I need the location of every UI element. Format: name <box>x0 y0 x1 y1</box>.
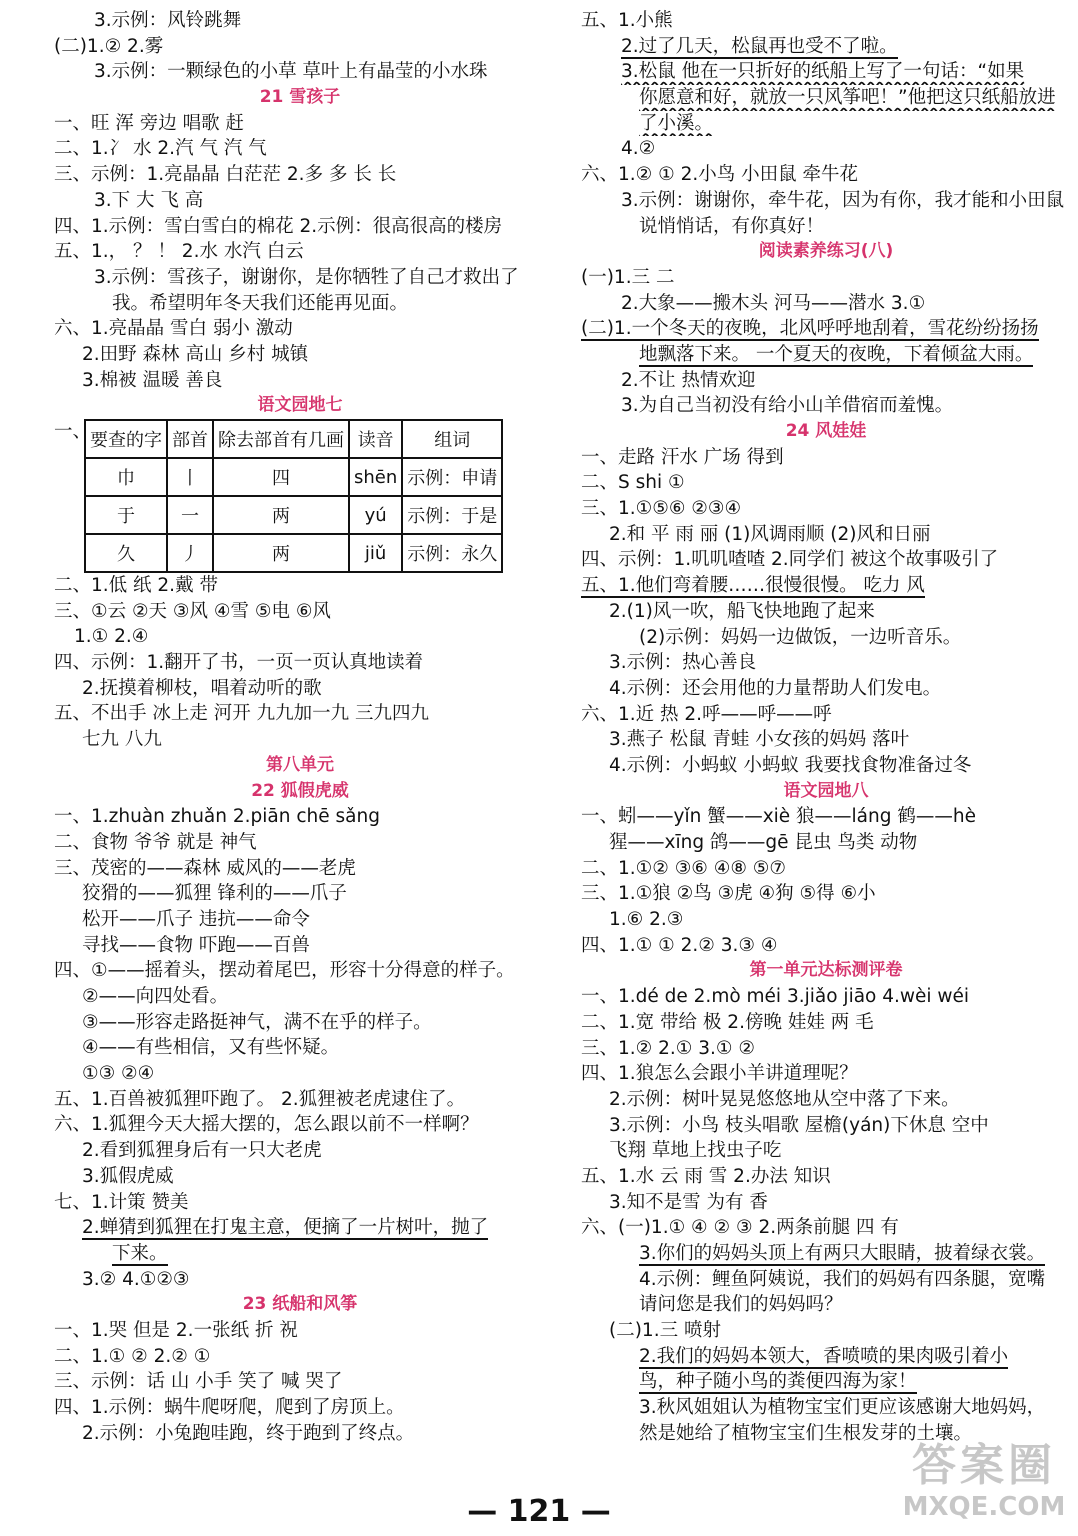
answer-line <box>581 1061 1071 1087</box>
answer-line <box>581 85 1071 111</box>
answer-text: 3.秋风姐姐认为植物宝宝们更应该感谢大地妈妈， <box>639 1397 1046 1419</box>
answer-text: 四、示例：1.叽叽喳喳 2.同学们 被这个故事吸引了 <box>581 549 999 571</box>
answer-line <box>54 650 546 676</box>
answer-text: 3.② 4.①②③ <box>82 1268 190 1290</box>
answer-text: 3.示例：一颗绿色的小草 草叶上有晶莹的小水珠 <box>94 61 488 83</box>
answer-text: 六、1.近 热 2.呼——呼——呼 <box>581 703 832 725</box>
table-cell: 一 <box>167 496 213 534</box>
answer-text: (2)示例：妈妈一边做饭，一边听音乐。 <box>639 626 962 648</box>
answer-line <box>581 547 1071 573</box>
section-heading <box>581 958 1071 984</box>
answer-line <box>581 881 1071 907</box>
answer-line <box>581 1164 1071 1190</box>
answer-text: 3.燕子 松鼠 青蛙 小女孩的妈妈 落叶 <box>609 729 910 751</box>
answer-line <box>54 984 546 1010</box>
answer-line <box>54 907 546 933</box>
answer-text: 四、①——摇着头，摆动着尾巴，形容十分得意的样子。 <box>54 960 515 982</box>
answer-line <box>581 111 1071 137</box>
answer-text: 二、1.低 纸 2.戴 带 <box>54 575 218 596</box>
answer-line <box>581 1395 1071 1421</box>
answer-text: 一、1.zhuàn zhuǎn 2.piān chē sǎng <box>54 806 380 828</box>
answer-text: 五、1.小熊 <box>581 10 673 31</box>
answer-line <box>581 470 1071 496</box>
section-heading <box>581 419 1071 445</box>
table-cell: 巾 <box>85 458 167 496</box>
answer-line <box>54 881 546 907</box>
answer-text: 2.示例：树叶晃晃悠悠地从空中落了下来。 <box>609 1088 960 1110</box>
answer-text: 请问您是我们的妈妈吗？ <box>639 1294 843 1316</box>
watermark-url: MXQE.COM <box>902 1492 1066 1522</box>
answer-text: 3.示例：风铃跳舞 <box>94 10 242 31</box>
answer-line <box>54 701 546 727</box>
answer-text: 三、示例：1.亮晶晶 白茫茫 2.多 多 长 长 <box>54 164 397 186</box>
answer-text: 一、1.dé de 2.mò méi 3.jiǎo jiāo 4.wèi wéi <box>581 986 970 1008</box>
answer-line <box>581 8 1071 34</box>
watermark-logo <box>896 1440 1072 1530</box>
answer-text: 松开——爪子 违抗——命令 <box>82 908 310 930</box>
answer-line <box>581 291 1071 317</box>
answer-line <box>54 162 546 188</box>
answer-text: 六、(一)1.① ④ ② ③ 2.两条前腿 四 有 <box>581 1217 899 1239</box>
answer-text: 下来。 <box>112 1242 168 1264</box>
answer-line <box>581 753 1071 779</box>
table-header-row <box>85 420 502 458</box>
char-lookup-table <box>84 419 503 573</box>
answer-line <box>581 188 1071 214</box>
answer-text: 鸟，种子随小鸟的粪便四海为家！ <box>639 1371 917 1393</box>
answer-line <box>54 573 546 599</box>
answer-line <box>581 445 1071 471</box>
right-column <box>581 8 1071 1447</box>
answer-text: 3.为自己当初没有给小山羊借宿而羞愧。 <box>621 395 954 417</box>
answer-text: 二、食物 爷爷 就是 神气 <box>54 831 257 853</box>
answer-text: 地飘落下来。 一个夏天的夜晚，下着倾盆大雨。 <box>639 343 1034 365</box>
answer-line <box>54 136 546 162</box>
watermark-text: 答案圈 <box>912 1440 1056 1491</box>
answer-line <box>54 1344 546 1370</box>
answer-text: 3.示例：热心善良 <box>609 652 757 674</box>
answer-line <box>581 933 1071 959</box>
answer-line <box>54 188 546 214</box>
answer-line <box>581 573 1071 599</box>
answer-line <box>54 1215 546 1241</box>
answer-line <box>581 1267 1071 1293</box>
answer-text: ②——向四处看。 <box>82 986 229 1007</box>
answer-text: 五、1.水 云 雨 雪 2.办法 知识 <box>581 1165 831 1187</box>
table-row <box>85 534 502 572</box>
section-heading <box>581 239 1071 265</box>
answer-line <box>581 136 1071 162</box>
table-cell: yú <box>349 496 402 534</box>
answer-line <box>581 342 1071 368</box>
answer-line <box>54 1241 546 1267</box>
answer-line <box>581 316 1071 342</box>
answer-text: 说悄悄话，有你真好！ <box>639 215 825 237</box>
table-row <box>85 458 502 496</box>
answer-line <box>54 1010 546 1036</box>
answer-text: (二)1.一个冬天的夜晚，北风呼呼地刮着，雪花纷纷扬扬 <box>581 318 1039 340</box>
answer-line <box>581 856 1071 882</box>
answer-line <box>54 1395 546 1421</box>
answer-text: (二)1.三 喷射 <box>609 1320 721 1342</box>
answer-text: 2.和 平 雨 丽 (1)风调雨顺 (2)风和日丽 <box>609 523 931 545</box>
answer-line <box>54 727 546 753</box>
answer-line <box>54 1318 546 1344</box>
answer-line <box>54 1112 546 1138</box>
answer-line <box>581 522 1071 548</box>
answer-text: 2.不让 热情欢迎 <box>621 369 756 391</box>
table-cell: 示例：申请 <box>402 458 502 496</box>
answer-text: 三、茂密的——森林 威风的——老虎 <box>54 857 356 879</box>
answer-line <box>54 1087 546 1113</box>
answer-text: 2.我们的妈妈本领大，香喷喷的果肉吸引着小 <box>639 1345 1009 1367</box>
answer-text: 语文园地七 <box>257 395 343 416</box>
table-header-cell: 读音 <box>349 420 402 458</box>
answer-line <box>54 239 546 265</box>
answer-text: 一、蚓——yǐn 蟹——xiè 狼——láng 鹤——hè <box>581 806 976 828</box>
answer-line <box>581 650 1071 676</box>
answer-text: 3.示例：谢谢你，牵牛花，因为有你，我才能和小田鼠 <box>621 189 1065 211</box>
answer-text: ④——有些相信，又有些怀疑。 <box>82 1037 340 1059</box>
answer-text: 五、1.他们弯着腰……很慢很慢。 吃力 风 <box>581 575 925 597</box>
answer-text: 4.示例：还会用他的力量帮助人们发电。 <box>609 677 942 699</box>
answer-line <box>581 393 1071 419</box>
answer-line <box>54 214 546 240</box>
table-header-cell: 要查的字 <box>85 420 167 458</box>
answer-text: 2.大象——搬木头 河马——潜水 3.① <box>621 292 926 314</box>
answer-text: 七九 八九 <box>82 729 162 751</box>
answer-text: 第八单元 <box>266 754 334 775</box>
answer-text: 我。希望明年冬天我们还能再见面。 <box>112 292 409 314</box>
answer-text: 五、1.百兽被狐狸吓跑了。 2.狐狸被老虎逮住了。 <box>54 1088 466 1110</box>
answer-text: 2.(1)风一吹，船飞快地跑了起来 <box>609 600 875 622</box>
table-header-cell: 部首 <box>167 420 213 458</box>
answer-line <box>54 1138 546 1164</box>
answer-line <box>54 804 546 830</box>
answer-line <box>54 1267 546 1293</box>
answer-line <box>581 676 1071 702</box>
answer-text: 一、走路 汗水 广场 得到 <box>581 446 784 468</box>
answer-line <box>54 676 546 702</box>
answer-line <box>54 111 546 137</box>
answer-text: 三、示例：话 山 小手 笑了 喊 哭了 <box>54 1371 343 1393</box>
answer-line <box>581 1138 1071 1164</box>
answer-text: 一、旺 浑 旁边 唱歌 赶 <box>54 112 245 134</box>
answer-text: 五、不出手 冰上走 河开 九九加一九 三九四九 <box>54 703 430 725</box>
answer-line <box>581 1292 1071 1318</box>
answer-text: 四、1.示例：蜗牛爬呀爬，爬到了房顶上。 <box>54 1397 405 1418</box>
answer-text: 2.田野 森林 高山 乡村 城镇 <box>82 343 309 365</box>
answer-line <box>581 1087 1071 1113</box>
answer-text: 23 纸船和风筝 <box>242 1294 358 1315</box>
char-lookup-table-block <box>54 419 546 573</box>
answer-line <box>54 1369 546 1395</box>
table-cell: 于 <box>85 496 167 534</box>
answer-line <box>581 625 1071 651</box>
answer-text: 1.⑥ 2.③ <box>609 909 684 931</box>
answer-text: 二、S shi ① <box>581 472 685 494</box>
answer-line <box>54 265 546 291</box>
answer-line <box>54 1190 546 1216</box>
answer-text: 3.松鼠 他在一只折好的纸船上写了一句话：“如果 <box>621 61 1025 83</box>
answer-line <box>581 59 1071 85</box>
answer-text: 了小溪。 <box>639 112 714 134</box>
answer-line <box>54 8 546 34</box>
answer-text: 一、1.哭 但是 2.一张纸 折 祝 <box>54 1319 298 1341</box>
answer-line <box>581 1113 1071 1139</box>
answer-line <box>581 1010 1071 1036</box>
section-heading <box>581 779 1071 805</box>
left-column <box>54 8 546 1446</box>
answer-text: ①③ ②④ <box>82 1063 155 1085</box>
answer-line <box>581 984 1071 1010</box>
answer-text: 然是她给了植物宝宝们生根发芽的土壤。 <box>639 1422 973 1444</box>
table-cell: 久 <box>85 534 167 572</box>
answer-text: 3.狐假虎威 <box>82 1165 174 1187</box>
answer-line <box>581 804 1071 830</box>
answer-text: 七、1.计策 赞美 <box>54 1191 189 1213</box>
answer-line <box>54 59 546 85</box>
answer-text: 2.蝉猜到狐狸在打鬼主意，便摘了一片树叶，抛了 <box>82 1217 489 1239</box>
answer-text: 寻找——食物 吓跑——百兽 <box>82 934 310 956</box>
answer-text: 第一单元达标测评卷 <box>749 960 903 981</box>
answer-text: 狡猾的——狐狸 锋利的——爪子 <box>82 883 347 905</box>
answer-line <box>54 1421 546 1447</box>
table-cell: shēn <box>349 458 402 496</box>
answer-text: 22 狐假虎威 <box>251 780 349 801</box>
answer-text: 四、1.① ① 2.② 3.③ ④ <box>581 934 778 956</box>
answer-text: 三、1.② 2.① 3.① ② <box>581 1037 755 1059</box>
answer-text: 三、1.①⑤⑥ ②③④ <box>581 498 742 520</box>
answer-text: 飞翔 草地上找虫子吃 <box>609 1140 782 1162</box>
section-heading <box>54 753 546 779</box>
answer-line <box>54 599 546 625</box>
answer-line <box>581 162 1071 188</box>
answer-line <box>54 856 546 882</box>
answer-text: 三、①云 ②天 ③风 ④雪 ⑤电 ⑥风 <box>54 600 331 622</box>
answer-text: 3.你们的妈妈头顶上有两只大眼睛，披着绿衣裳。 <box>639 1243 1046 1264</box>
answer-text: 3.示例：雪孩子，谢谢你，是你牺牲了自己才救出了 <box>94 266 519 288</box>
answer-line <box>581 907 1071 933</box>
answer-line <box>581 368 1071 394</box>
answer-line <box>54 624 546 650</box>
answer-text: 4.② <box>621 138 656 160</box>
answer-text: 1.① 2.④ <box>74 626 149 648</box>
answer-line <box>581 265 1071 291</box>
answer-line <box>54 368 546 394</box>
section-heading <box>54 779 546 805</box>
answer-line <box>54 1164 546 1190</box>
answer-text: 三、1.①狼 ②鸟 ③虎 ④狗 ⑤得 ⑥小 <box>581 883 876 905</box>
answer-text: 二、1.①② ③⑥ ④⑧ ⑤⑦ <box>581 857 786 879</box>
answer-text: 2.示例：小兔跑哇跑，终于跑到了终点。 <box>82 1422 415 1444</box>
answer-text: 二、1.① ② 2.② ① <box>54 1345 211 1367</box>
answer-line <box>54 1035 546 1061</box>
answer-text: 六、1.② ① 2.小鸟 小田鼠 牵牛花 <box>581 164 858 186</box>
table-header-cell: 除去部首有几画 <box>213 420 349 458</box>
answer-line <box>581 702 1071 728</box>
answer-line <box>581 1241 1071 1267</box>
table-cell: 示例：永久 <box>402 534 502 572</box>
answer-text: 二、1.冫 水 2.汽 气 汽 气 <box>54 138 267 160</box>
answer-line <box>581 34 1071 60</box>
table-cell: jiǔ <box>349 534 402 572</box>
answer-text: 四、示例：1.翻开了书，一页一页认真地读着 <box>54 652 424 674</box>
table-header-cell: 组词 <box>402 420 502 458</box>
answer-text: 六、1.狐狸今天大摇大摆的，怎么跟以前不一样啊？ <box>54 1114 479 1136</box>
answer-text: 3.下 大 飞 高 <box>94 189 204 211</box>
answer-line <box>581 214 1071 240</box>
section-heading <box>54 85 546 111</box>
answer-text: 四、1.示例：雪白雪白的棉花 2.示例：很高很高的楼房 <box>54 215 503 237</box>
answer-line <box>581 1215 1071 1241</box>
answer-line <box>54 316 546 342</box>
answer-text: 阅读素养练习(八) <box>758 241 894 262</box>
answer-line <box>581 727 1071 753</box>
answer-line <box>54 830 546 856</box>
answer-line <box>54 958 546 984</box>
answer-text: 六、1.亮晶晶 雪白 弱小 激动 <box>54 318 293 340</box>
answer-line <box>54 291 546 317</box>
section-heading <box>54 393 546 419</box>
answer-text: 3.知不是雪 为有 香 <box>609 1191 768 1213</box>
answer-line <box>581 1318 1071 1344</box>
answer-line <box>54 342 546 368</box>
answer-line <box>54 34 546 60</box>
answer-line <box>54 1061 546 1087</box>
table-row <box>85 496 502 534</box>
answer-line <box>581 830 1071 856</box>
answer-text: 你愿意和好，就放一只风筝吧！”他把这只纸船放进 <box>639 87 1056 109</box>
answer-text: 3.棉被 温暖 善良 <box>82 369 223 391</box>
table-cell: 两 <box>213 496 349 534</box>
answer-text: 4.示例：鲤鱼阿姨说，我们的妈妈有四条腿，宽嘴 <box>639 1268 1046 1290</box>
answer-text: (一)1.三 二 <box>581 266 675 288</box>
table-cell: 示例：于是 <box>402 496 502 534</box>
answer-text: 21 雪孩子 <box>259 87 341 108</box>
answer-text: 2.抚摸着柳枝，唱着动听的歌 <box>82 677 322 699</box>
table-cell: 四 <box>213 458 349 496</box>
answer-line <box>581 1190 1071 1216</box>
answer-text: 2.看到狐狸身后有一只大老虎 <box>82 1140 322 1162</box>
answer-line <box>581 599 1071 625</box>
answer-line <box>581 1344 1071 1370</box>
answer-text: (二)1.② 2.雾 <box>54 35 164 57</box>
answer-text: ③——形容走路挺神气，满不在乎的样子。 <box>82 1011 432 1033</box>
answer-text: 四、1.狼怎么会跟小羊讲道理呢？ <box>581 1063 858 1085</box>
table-cell: 两 <box>213 534 349 572</box>
section-heading <box>54 1292 546 1318</box>
answer-text: 二、1.宽 带给 极 2.傍晚 娃娃 两 毛 <box>581 1011 874 1033</box>
answer-line <box>581 1369 1071 1395</box>
answer-line <box>581 496 1071 522</box>
answer-text: 3.示例：小鸟 枝头唱歌 屋檐(yán)下休息 空中 <box>609 1114 989 1136</box>
answer-line <box>581 1036 1071 1062</box>
answer-line <box>54 933 546 959</box>
table-cell: 丨 <box>167 458 213 496</box>
answer-text: 4.示例：小蚂蚁 小蚂蚁 我要找食物准备过冬 <box>609 754 972 776</box>
question-number: 一、 <box>54 421 92 442</box>
table-cell: 丿 <box>167 534 213 572</box>
answer-text: 五、1.， ？ ！ 2.水 水汽 白云 <box>54 241 304 263</box>
page-number: — 121 — <box>467 1494 611 1529</box>
answer-text: 24 风娃娃 <box>785 421 867 441</box>
answer-text: 猩——xīng 鸽——gē 昆虫 鸟类 动物 <box>609 832 918 853</box>
answer-text: 语文园地八 <box>783 780 869 801</box>
answer-text: 2.过了几天，松鼠再也受不了啦。 <box>621 35 898 57</box>
